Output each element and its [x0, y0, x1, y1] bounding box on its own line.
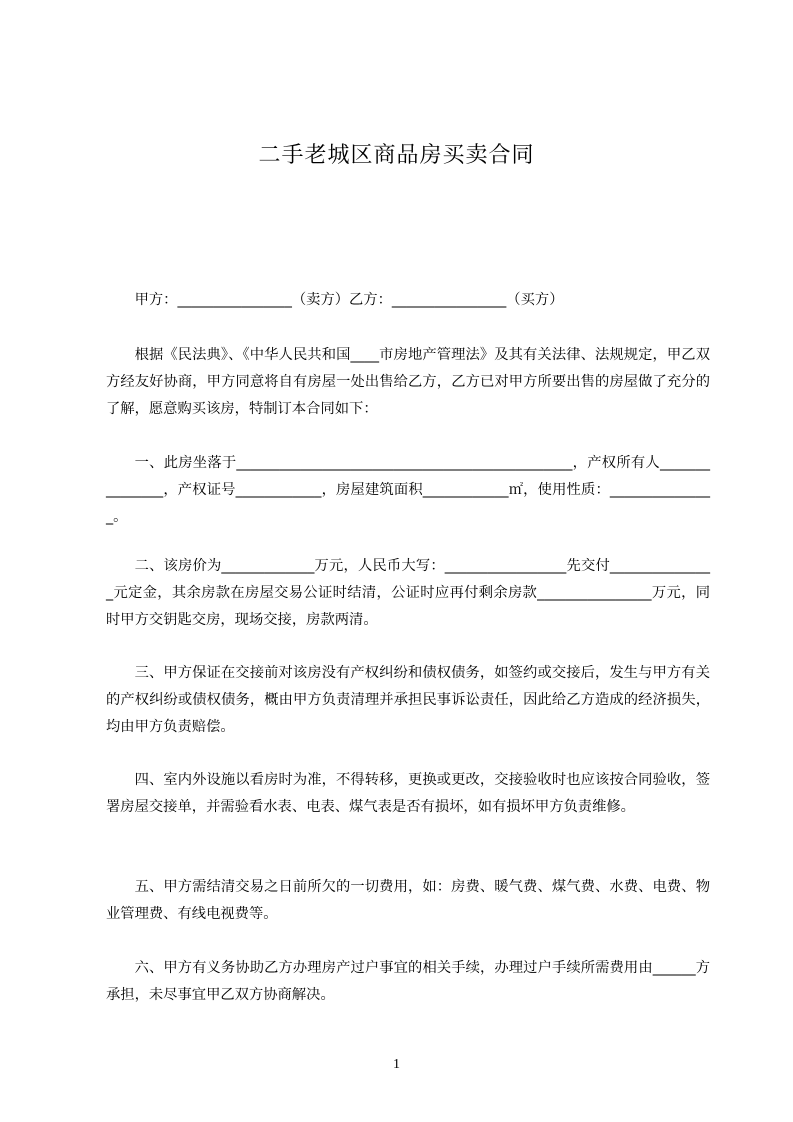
clause-5-fees: 五、甲方需结清交易之日前所欠的一切费用，如：房费、暖气费、煤气费、水费、电费、物业管理费、有线电视费等。: [106, 879, 710, 922]
document-title: 二手老城区商品房买卖合同: [258, 143, 535, 168]
clause-6-transfer: 六、甲方有义务协助乙方办理房产过户事宜的相关手续，办理过户手续所需费用由______方承担，未尽事宜甲乙双方协商解决。: [106, 960, 710, 1003]
parties-line: 甲方：________________（卖方）乙方：________________（买方）: [134, 292, 564, 308]
page-number: 1: [393, 1057, 400, 1072]
clause-4-facilities: 四、室内外设施以看房时为准，不得转移，更换或更改，交接验收时也应该按合同验收，签署房屋交接单，并需验看水表、电表、煤气表是否有损坏，如有损坏甲方负责维修。: [106, 772, 710, 815]
clause-2-price-payment: 二、该房价为_____________万元，人民币大写：_________________先交付_______________元定金，其余房款在房屋交易公证时结清，公证时应再付剩余房款________________万元，同时甲方交钥匙交房，现场交接，房款两清。: [106, 558, 710, 628]
clause-3-seller-guarantee: 三、甲方保证在交接前对该房没有产权纠纷和债权债务，如签约或交接后，发生与甲方有关的产权纠纷或债权债务，概由甲方负责清理并承担民事诉讼责任，因此给乙方造成的经济损失，均由甲方负责赔偿。: [106, 665, 710, 735]
intro-paragraph: 根据《民法典》、《中华人民共和国____市房地产管理法》及其有关法律、法规规定，甲乙双方经友好协商，甲方同意将自有房屋一处出售给乙方，乙方已对甲方所要出售的房屋做了充分的了解，愿意购买该房，特制订本合同如下：: [106, 347, 710, 417]
clause-1-property-location: 一、此房坐落于_______________________________________________，产权所有人_______________，产权证号____________，房屋建筑面积____________㎡，使用性质：_______________。: [106, 455, 710, 525]
